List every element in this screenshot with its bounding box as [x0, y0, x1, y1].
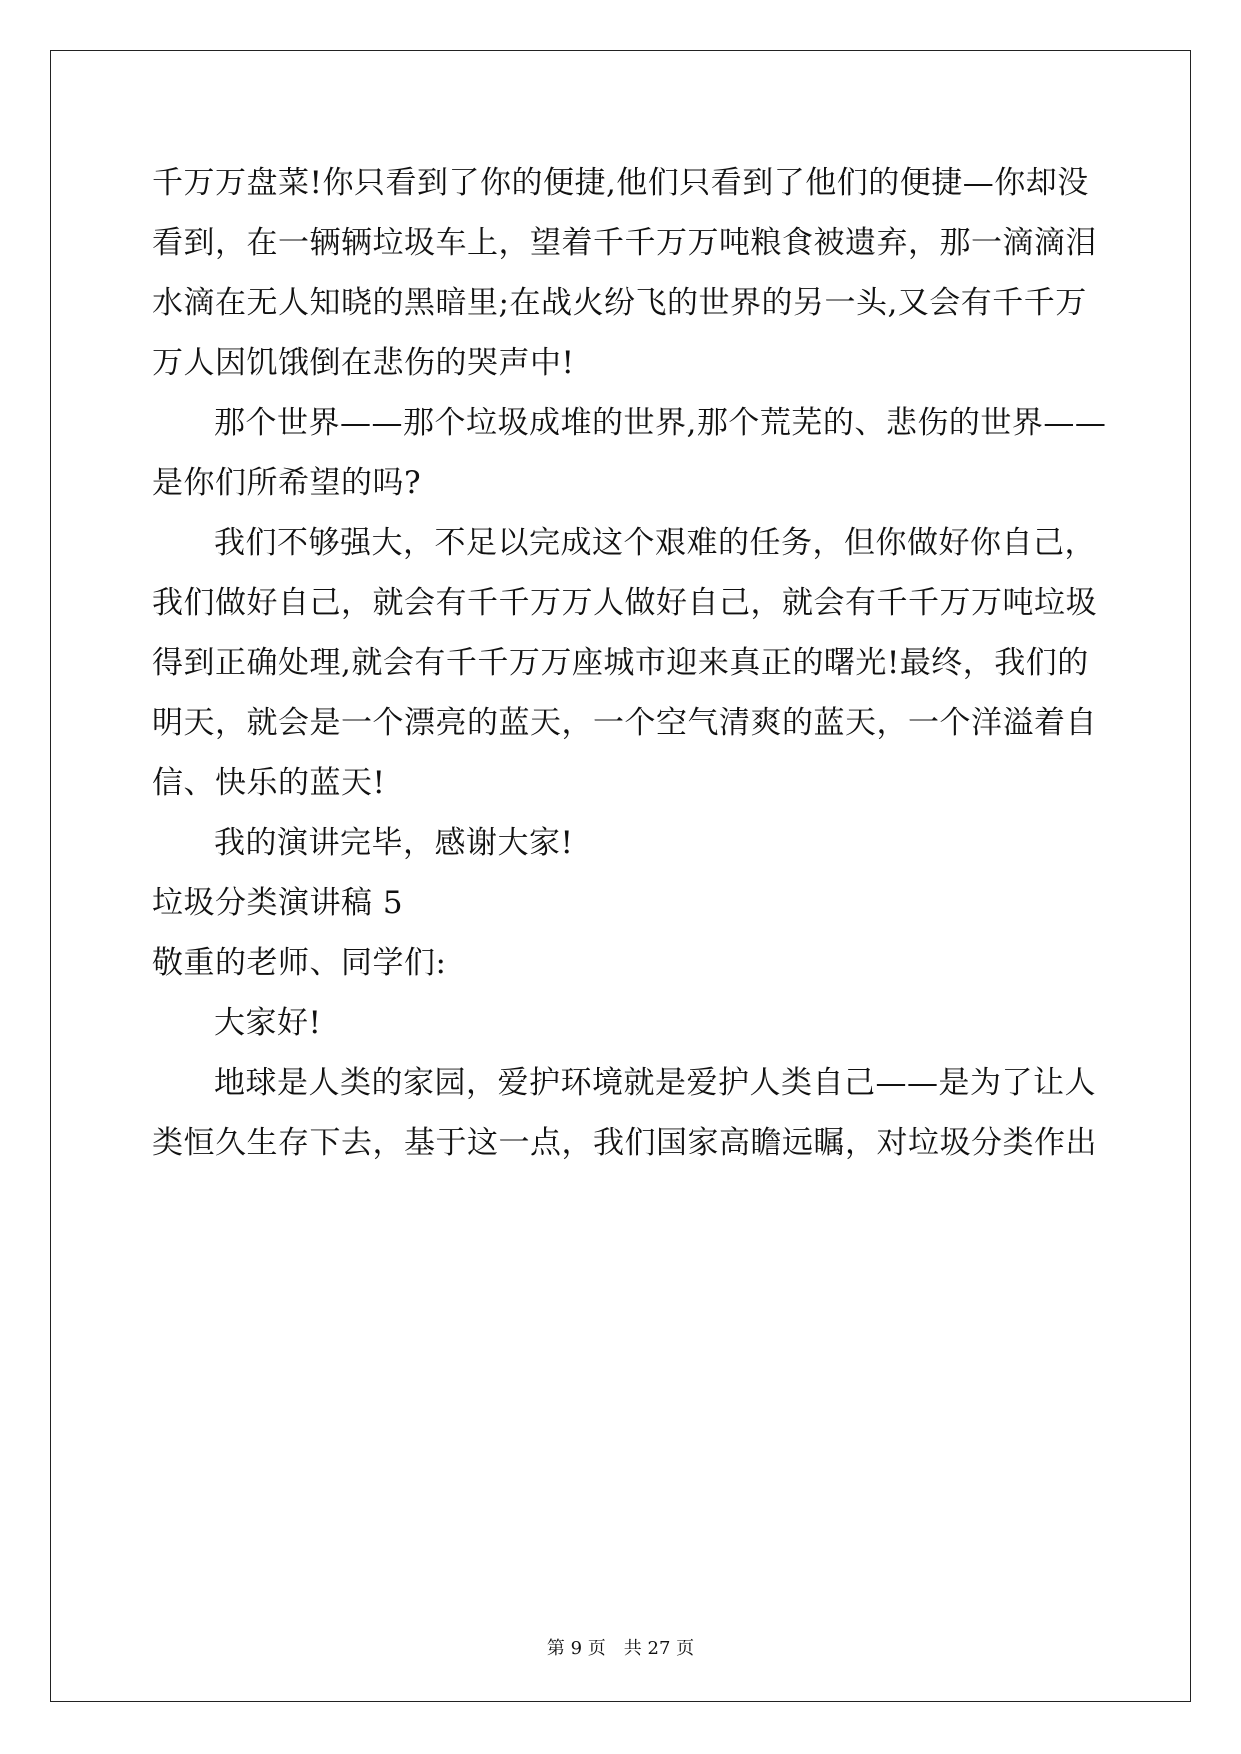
paragraph-line: 我的演讲完毕，感谢大家! [214, 825, 574, 861]
paragraph-line: 信、快乐的蓝天! [152, 765, 386, 801]
paragraph-line: 千万万盘菜!你只看到了你的便捷,他们只看到了他们的便捷—你却没 [152, 165, 1089, 201]
paragraph-line: 看到，在一辆辆垃圾车上，望着千千万万吨粮食被遗弃，那一滴滴泪 [152, 225, 1097, 261]
paragraph-line: 是你们所希望的吗? [152, 465, 422, 501]
paragraph-line: 地球是人类的家园，爱护环境就是爱护人类自己——是为了让人 [214, 1065, 1096, 1101]
section-heading: 垃圾分类演讲稿 5 [152, 885, 404, 921]
paragraph-line: 水滴在无人知晓的黑暗里;在战火纷飞的世界的另一头,又会有千千万 [152, 285, 1087, 321]
paragraph-line: 我们做好自己，就会有千千万万人做好自己，就会有千千万万吨垃圾 [152, 585, 1097, 621]
paragraph-line: 我们不够强大，不足以完成这个艰难的任务，但你做好你自己， [214, 525, 1096, 561]
greeting: 大家好! [214, 1005, 322, 1041]
paragraph-line: 明天，就会是一个漂亮的蓝天，一个空气清爽的蓝天，一个洋溢着自 [152, 705, 1097, 741]
paragraph-line: 万人因饥饿倒在悲伤的哭声中! [152, 345, 575, 381]
paragraph-line: 类恒久生存下去，基于这一点，我们国家高瞻远瞩，对垃圾分类作出 [152, 1125, 1097, 1161]
paragraph-line: 那个世界——那个垃圾成堆的世界,那个荒芜的、悲伤的世界—— [214, 405, 1107, 441]
page-number-footer: 第 9 页 共 27 页 [546, 1638, 695, 1659]
paragraph-line: 得到正确处理,就会有千千万万座城市迎来真正的曙光!最终，我们的 [152, 645, 1089, 681]
salutation: 敬重的老师、同学们: [152, 945, 447, 981]
